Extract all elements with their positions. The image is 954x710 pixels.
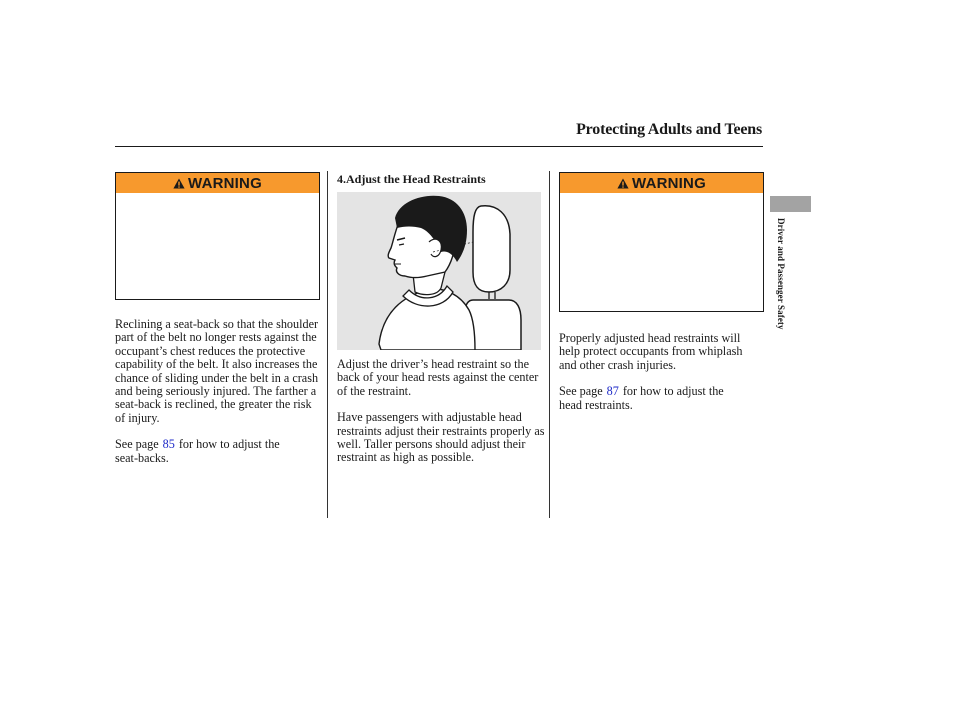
header-rule <box>115 146 763 147</box>
warning-label: WARNING <box>188 174 262 192</box>
warning-box-seatback <box>115 172 320 300</box>
column-divider-2 <box>549 171 550 518</box>
section-tab <box>770 196 811 212</box>
warning-triangle-icon <box>617 178 629 189</box>
passenger-restraint-paragraph: Have passengers with adjustable head restraints adjust their restraints properly as well. Taller persons should adjust their restraint as high as possible. <box>337 410 545 465</box>
page-link-85[interactable]: 85 <box>162 437 175 452</box>
col1-text <box>115 318 321 465</box>
see-page-87-cont: head restraints. <box>559 397 633 412</box>
see-page-85-cont: seat-backs. <box>115 450 169 465</box>
col3-text <box>559 332 763 412</box>
warning-label: WARNING <box>632 174 706 192</box>
warning-bar <box>560 173 763 193</box>
head-restraint-benefit-paragraph: Properly adjusted head restraints will help protect occupants from whiplash and other crash injuries. <box>559 331 743 372</box>
warning-box-head-restraint <box>559 172 764 312</box>
see-page-85: See page 85 for how to adjust the <box>115 437 280 452</box>
head-restraints-heading: 4.Adjust the Head Restraints <box>337 172 486 186</box>
seatback-paragraph: Reclining a seat-back so that the shoulder part of the belt no longer rests against the occupant’s chest reduces the protective capability of the belt. It also increases the chance of sliding under the belt in a crash and being seriously injured. The farther a seat-back is reclined, the greater the risk of injury. <box>115 317 319 425</box>
column-divider-1 <box>327 171 328 518</box>
col2-text <box>337 358 545 465</box>
section-label: Driver and Passenger Safety <box>776 218 786 330</box>
warning-bar <box>116 173 319 193</box>
head-restraint-figure <box>337 192 541 350</box>
see-page-87: See page 87 for how to adjust the <box>559 384 724 399</box>
page-link-87[interactable]: 87 <box>606 384 619 399</box>
warning-triangle-icon <box>173 178 185 189</box>
page-title: Protecting Adults and Teens <box>576 121 762 138</box>
driver-restraint-paragraph: Adjust the driver’s head restraint so the back of your head rests against the center of the restraint. <box>337 357 539 398</box>
head-restraint-illustration <box>337 192 541 350</box>
